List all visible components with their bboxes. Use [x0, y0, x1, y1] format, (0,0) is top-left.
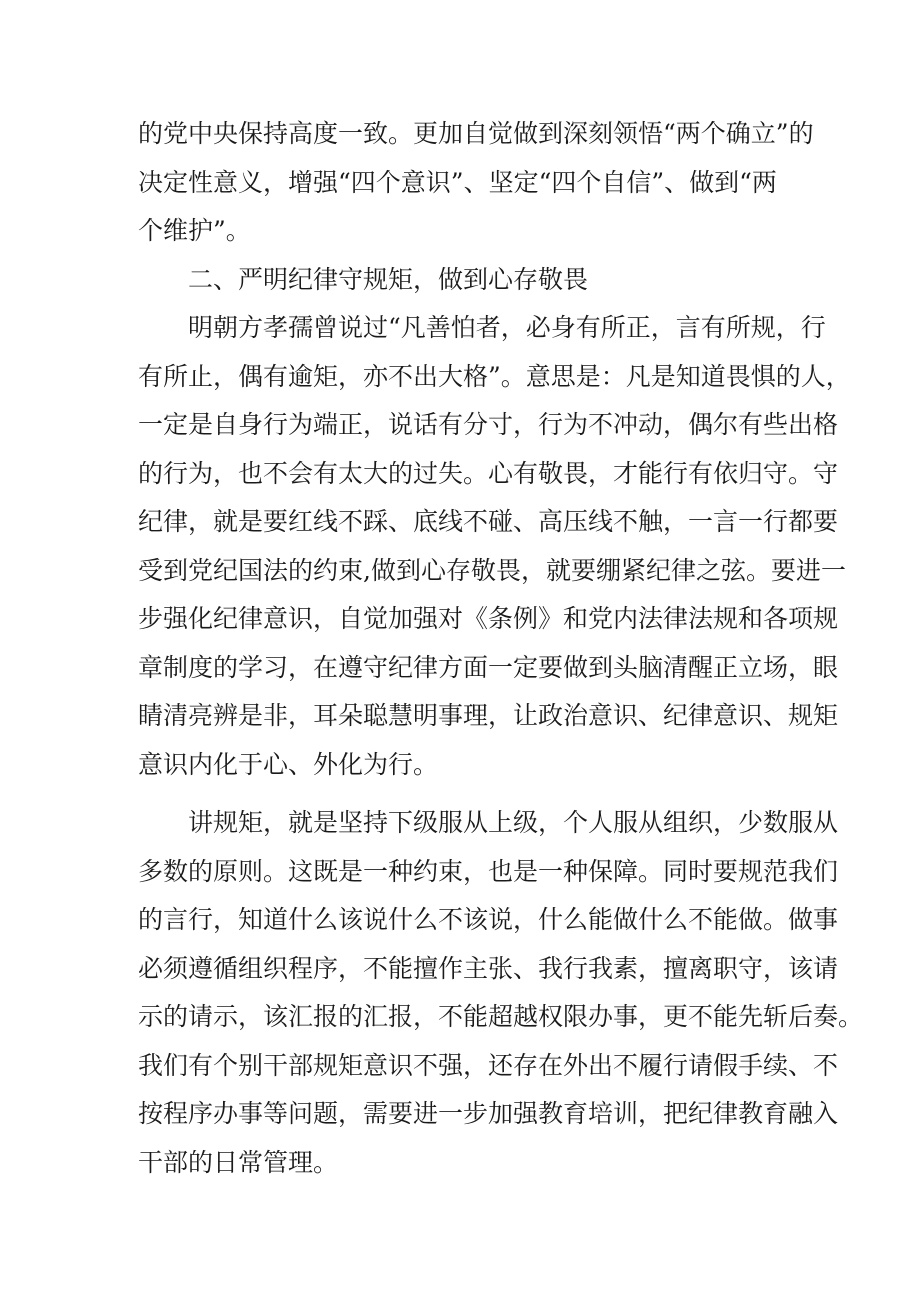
text-line: 示的请示，该汇报的汇报，不能超越权限办事，更不能先斩后奏。	[138, 1002, 864, 1031]
text-line: 的行为，也不会有太大的过失。心有敬畏，才能行有依归守。守	[138, 458, 839, 488]
text-line: 意识内化于心、外化为行。	[138, 749, 439, 779]
text-line: 受到党纪国法的约束,做到心存敬畏，就要绷紧纪律之弦。要进一	[138, 555, 846, 585]
text-line: 按程序办事等问题，需要进一步加强教育培训，把纪律教育融入	[138, 1099, 839, 1128]
text-line: 有所止，偶有逾矩，亦不出大格”。意思是：凡是知道畏惧的人，	[138, 361, 851, 391]
paragraph-continuation	[138, 110, 814, 256]
text-line: 个维护”。	[138, 216, 251, 245]
text-line: 干部的日常管理。	[138, 1147, 339, 1177]
text-line: 的党中央保持高度一致。更加自觉做到深刻领悟“两个确立”的	[138, 119, 814, 148]
text-line: 必须遵循组织程序，不能擅作主张、我行我素，擅离职守，该请	[138, 953, 839, 983]
text-line: 睛清亮辨是非，耳朵聪慧明事理，让政治意识、纪律意识、规矩	[138, 701, 839, 730]
text-line: 的言行，知道什么该说什么不该说，什么能做什么不能做。做事	[138, 905, 839, 934]
text-line: 我们有个别干部规矩意识不强，还存在外出不履行请假手续、不	[138, 1050, 839, 1080]
text-line: 章制度的学习，在遵守纪律方面一定要做到头脑清醒正立场，眼	[138, 652, 839, 682]
text-line: 纪律，就是要红线不踩、底线不碰、高压线不触，一言一行都要	[138, 507, 839, 536]
text-line: 步强化纪律意识，自觉加强对《条例》和党内法律法规和各项规	[138, 604, 839, 633]
paragraph-rules	[138, 799, 864, 1187]
paragraph-discipline	[138, 304, 851, 789]
section-heading	[138, 256, 790, 305]
text-line: 多数的原则。这既是一种约束，也是一种保障。同时要规范我们	[138, 856, 839, 886]
text-line: 决定性意义，增强“四个意识”、坚定“四个自信”、做到“两	[138, 167, 777, 197]
document-body	[138, 110, 864, 1187]
text-line: 明朝方孝孺曾说过“凡善怕者，必身有所正，言有所规，行	[188, 313, 826, 342]
text-line: 一定是自身行为端正，说话有分寸，行为不冲动，偶尔有些出格	[138, 410, 839, 439]
text-line: 讲规矩，就是坚持下级服从上级，个人服从组织，少数服从	[188, 808, 839, 837]
heading-line: 二、严明纪律守规矩，做到心存敬畏	[188, 264, 589, 294]
